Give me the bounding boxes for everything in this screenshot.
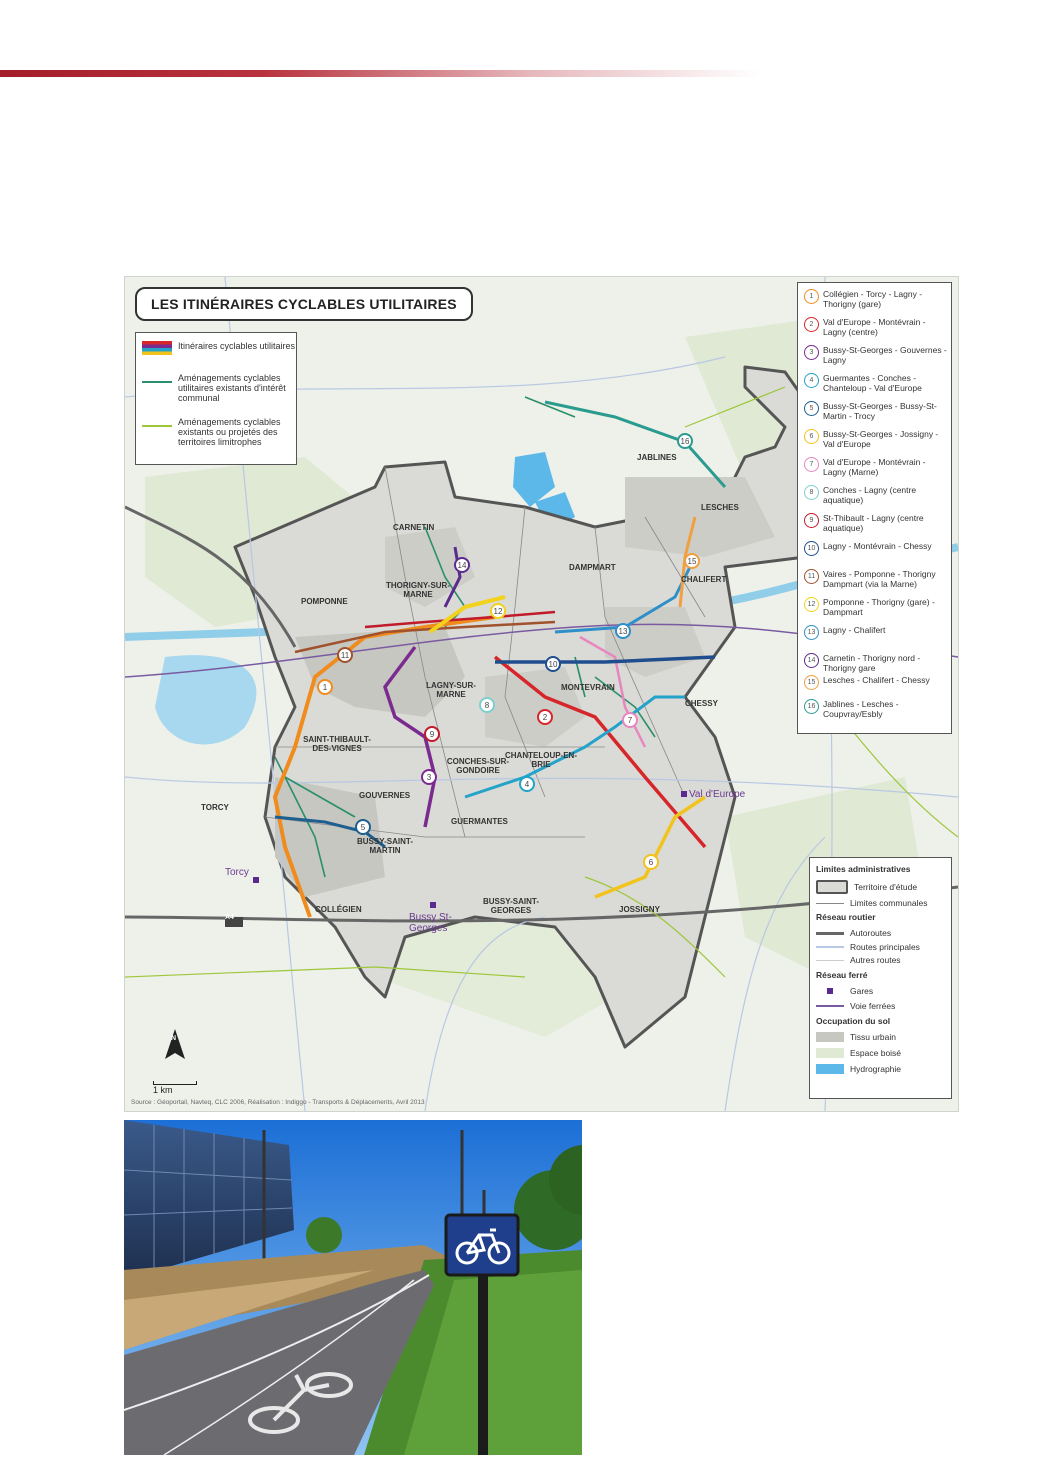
legend-route-16 [804,699,948,719]
place-lesches: LESCHES [701,503,739,512]
station-torcy: Torcy [225,867,249,878]
legend-item-limitrophes: Aménagements cyclables existants ou projetés des territoires limitrophes [142,417,296,447]
place-lagny: LAGNY-SUR-MARNE [426,681,476,699]
route-label: Carnetin - Thorigny nord - Thorigny gare [823,653,921,673]
place-guermantes: GUERMANTES [451,817,508,826]
place-chanteloup: CHANTELOUP-EN-BRIE [505,751,577,769]
legend-route-10 [804,541,948,556]
north-label: N [171,1035,177,1042]
place-dampmart: DAMPMART [569,563,616,572]
route-number-badge: 4 [804,373,819,388]
place-chalifert: CHALIFERT [681,575,727,584]
route-number-badge: 3 [804,345,819,360]
svg-text:16: 16 [680,437,690,446]
route-number-badge: 8 [804,485,819,500]
legend-route-15 [804,675,948,690]
legend-route-9 [804,513,948,533]
route-number-badge: 12 [804,597,819,612]
legend-route-5 [804,401,948,421]
svg-text:15: 15 [687,557,697,566]
route-label: Jablines - Lesches - Coupvray/Esbly [823,699,899,719]
place-montevrain: MONTEVRAIN [561,683,615,692]
svg-text:2: 2 [542,713,548,722]
place-pomponne: POMPONNE [301,597,348,606]
route-label: Vaires - Pomponne - Thorigny Dampmart (via la Marne) [823,569,936,589]
station-val-europe: Val d'Europe [689,789,746,800]
route-label: Lagny - Montévrain - Chessy [823,541,932,551]
svg-text:4: 4 [524,780,530,789]
svg-text:14: 14 [457,561,467,570]
legend-cycle-types [135,332,297,465]
route-number-badge: 14 [804,653,819,668]
route-label: Bussy-St-Georges - Jossigny - Val d'Europe [823,429,939,449]
svg-text:13: 13 [618,627,628,636]
svg-text:7: 7 [627,716,633,725]
place-gouvernes: GOUVERNES [359,791,411,800]
legend-route-12 [804,597,948,617]
svg-text:5: 5 [360,823,366,832]
route-label: Guermantes - Conches - Chanteloup - Val d'Europe [823,373,922,393]
route-number-badge: 13 [804,625,819,640]
place-jossigny: JOSSIGNY [619,905,660,914]
legend-route-3 [804,345,948,365]
svg-text:8: 8 [484,701,490,710]
cycle-path-photo [124,1120,582,1455]
legend-admin: Limites administratives Territoire d'étude Limites communales Réseau routier Autoroutes Routes principales Autres routes Réseau ferré Gares Voie ferrées Occupation du sol Tissu urbain Espace boisé Hydrographie [809,857,952,1099]
route-number-badge: 1 [804,289,819,304]
legend-route-6 [804,429,948,449]
place-torcy: TORCY [201,803,229,812]
north-arrow-icon [155,1027,195,1077]
route-label: Collégien - Torcy - Lagny - Thorigny (gare) [823,289,923,309]
map-title: LES ITINÉRAIRES CYCLABLES UTILITAIRES [135,287,473,321]
route-number-badge: 7 [804,457,819,472]
map-source: Source : Géoportail, Navteq, CLC 2006, Réalisation : Indiggo - Transports & Déplacements, Avril 2013 [131,1099,425,1106]
place-saint-thibault: SAINT-THIBAULT-DES-VIGNES [303,735,371,753]
route-number-badge: 11 [804,569,819,584]
route-label: St-Thibault - Lagny (centre aquatique) [823,513,924,533]
svg-text:9: 9 [429,730,435,739]
route-label: Bussy-St-Georges - Bussy-St-Martin - Trocy [823,401,937,421]
route-label: Bussy-St-Georges - Gouvernes - Lagny [823,345,947,365]
legend-routes [797,282,952,734]
legend-route-13 [804,625,948,640]
legend-route-1 [804,289,948,309]
route-label: Lesches - Chalifert - Chessy [823,675,930,685]
place-chessy: CHESSY [685,699,718,708]
place-bussy-saint-martin: BUSSY-SAINT-MARTIN [357,837,414,855]
svg-text:11: 11 [340,651,350,660]
svg-text:6: 6 [648,858,654,867]
legend-route-8 [804,485,948,505]
place-conches: CONCHES-SUR-GONDOIRE [446,757,510,775]
svg-text:12: 12 [493,607,503,616]
legend-route-2 [804,317,948,337]
route-number-badge: 16 [804,699,819,714]
route-label: Conches - Lagny (centre aquatique) [823,485,917,505]
svg-text:10: 10 [548,660,558,669]
place-thorigny: THORIGNY-SUR-MARNE [386,581,450,599]
legend-route-7 [804,457,948,477]
header-accent-bar [0,70,760,77]
route-number-badge: 2 [804,317,819,332]
route-number-badge: 6 [804,429,819,444]
route-label: Val d'Europe - Montévrain - Lagny (centre) [823,317,926,337]
a4-label: A4 [225,914,234,921]
legend-route-11 [804,569,948,589]
route-number-badge: 15 [804,675,819,690]
legend-item-communal: Aménagements cyclables utilitaires existants d'intérêt communal [142,373,296,403]
legend-route-14 [804,653,948,673]
route-label: Pomponne - Thorigny (gare) - Dampmart [823,597,935,617]
scale-bar: 1 km [153,1081,197,1095]
route-label: Lagny - Chalifert [823,625,886,635]
route-number-badge: 5 [804,401,819,416]
place-carnetin: CARNETIN [393,523,435,532]
route-number-badge: 9 [804,513,819,528]
svg-text:3: 3 [426,773,432,782]
place-bussy-saint-georges: BUSSY-SAINT-GEORGES [482,897,539,915]
route-number-badge: 10 [804,541,819,556]
place-jablines: JABLINES [637,453,677,462]
place-collegien: COLLÉGIEN [315,905,362,914]
cycle-routes-map [124,276,959,1112]
legend-route-4 [804,373,948,393]
svg-text:1: 1 [322,683,328,692]
station-bussy: Bussy St-Georges [409,912,452,934]
route-label: Val d'Europe - Montévrain - Lagny (Marne) [823,457,926,477]
legend-item-itineraires: Itinéraires cyclables utilitaires [142,341,295,355]
